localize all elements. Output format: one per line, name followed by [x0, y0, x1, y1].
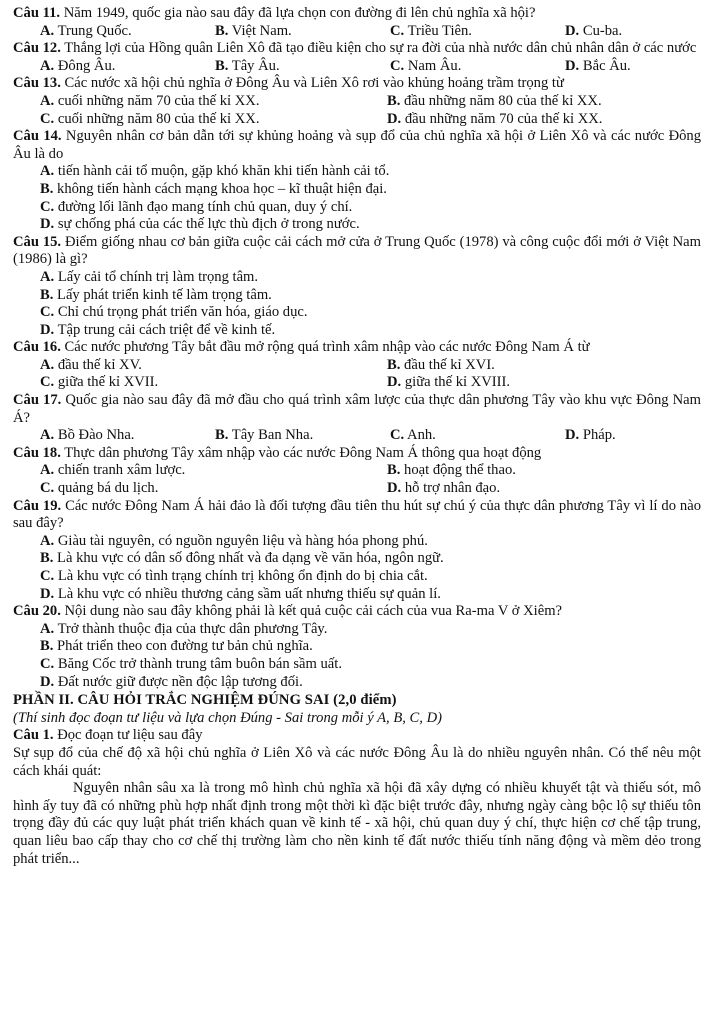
- source-intro: Sự sụp đổ của chế độ xã hội chủ nghĩa ở Liên Xô và các nước Đông Âu là do nhiều nguyên nhân. Có thể nêu một cách khái quát:: [13, 744, 701, 779]
- option-text: Băng Cốc trở thành trung tâm buôn bán sầm uất.: [54, 655, 342, 672]
- options: [13, 621, 701, 691]
- option-b[interactable]: [40, 550, 701, 568]
- option-d[interactable]: [565, 427, 701, 445]
- question-text: Nội dung nào sau đây không phải là kết quả cuộc cải cách của vua Ra-ma V ở Xiêm?: [60, 603, 563, 620]
- options: [13, 269, 701, 339]
- option-d[interactable]: [387, 480, 701, 498]
- section-heading: PHẦN II. CÂU HỎI TRẮC NGHIỆM ĐÚNG SAI (2,0 điểm): [13, 692, 397, 709]
- option-c[interactable]: [40, 374, 387, 392]
- option-b[interactable]: [215, 427, 390, 445]
- option-b[interactable]: [387, 462, 701, 480]
- option-label: A.: [40, 163, 55, 180]
- option-text: giữa thế kỉ XVIII.: [401, 374, 511, 391]
- option-text: chiến tranh xâm lược.: [54, 462, 186, 479]
- option-text: giữa thế kỉ XVII.: [54, 374, 159, 391]
- option-label: D.: [387, 480, 402, 497]
- question-number: Câu 17.: [13, 392, 62, 409]
- option-text: Anh.: [404, 427, 436, 444]
- option-label: D.: [565, 57, 580, 74]
- option-b[interactable]: [215, 23, 390, 41]
- option-b[interactable]: [387, 93, 701, 111]
- option-label: B.: [215, 22, 229, 39]
- option-label: D.: [565, 427, 580, 444]
- option-label: D.: [387, 374, 402, 391]
- option-label: A.: [40, 57, 55, 74]
- option-text: cuối những năm 70 của thế kỉ XX.: [54, 92, 260, 109]
- option-a[interactable]: [40, 357, 387, 375]
- option-text: đầu những năm 80 của thế kỉ XX.: [400, 92, 602, 109]
- question-stem: [13, 498, 701, 533]
- question-number: Câu 18.: [13, 444, 61, 461]
- option-text: Lấy cải tổ chính trị làm trọng tâm.: [54, 268, 259, 285]
- question-text: Nguyên nhân cơ bản dẫn tới sự khủng hoảng và sụp đổ của chủ nghĩa xã hội ở Liên Xô và các nước Đông Âu là do: [13, 128, 701, 162]
- question-number: Câu 12.: [13, 40, 61, 57]
- option-label: A.: [40, 620, 55, 637]
- option-label: A.: [40, 462, 55, 479]
- option-label: B.: [40, 638, 54, 655]
- option-c[interactable]: [40, 199, 701, 217]
- question-stem: [13, 75, 701, 93]
- option-a[interactable]: [40, 621, 701, 639]
- option-text: quảng bá du lịch.: [54, 480, 159, 497]
- option-label: D.: [40, 673, 55, 690]
- options: [13, 93, 701, 128]
- option-label: B.: [40, 550, 54, 567]
- option-d[interactable]: [387, 111, 701, 129]
- option-label: C.: [390, 22, 405, 39]
- question-text: Các nước Đông Nam Á hải đảo là đối tượng đầu tiên thu hút sự chú ý của thực dân phương Tây vì lí do nào sau đây?: [13, 497, 702, 532]
- option-label: D.: [387, 110, 402, 127]
- option-text: Cu-ba.: [579, 22, 623, 39]
- option-text: Giàu tài nguyên, có nguồn nguyên liệu và hàng hóa phong phú.: [54, 532, 428, 549]
- option-label: D.: [40, 585, 55, 602]
- option-text: Bồ Đào Nha.: [54, 427, 135, 444]
- option-text: đầu thế kỉ XV.: [54, 356, 142, 373]
- options: [13, 533, 701, 603]
- option-label: A.: [40, 268, 55, 285]
- option-label: C.: [40, 480, 55, 497]
- option-text: Là khu vực có tình trạng chính trị không ổn định do bị chia cắt.: [54, 568, 428, 584]
- option-a[interactable]: [40, 23, 215, 41]
- option-a[interactable]: [40, 269, 701, 287]
- option-label: C.: [40, 374, 55, 391]
- option-text: không tiến hành cách mạng khoa học – kĩ thuật hiện đại.: [53, 180, 387, 197]
- option-a[interactable]: [40, 163, 701, 181]
- option-c[interactable]: [40, 656, 701, 674]
- question-stem: [13, 128, 701, 163]
- question-number: Câu 16.: [13, 339, 61, 356]
- option-label: B.: [387, 92, 401, 109]
- option-text: Pháp.: [579, 427, 616, 444]
- question-text: Năm 1949, quốc gia nào sau đây đã lựa chọn con đường đi lên chủ nghĩa xã hội?: [60, 5, 536, 21]
- question-text: Các nước xã hội chủ nghĩa ở Đông Âu và Liên Xô rơi vào khủng hoảng trầm trọng từ: [60, 75, 564, 92]
- question-stem: [13, 234, 701, 269]
- option-text: đầu những năm 70 của thế kỉ XX.: [401, 110, 603, 127]
- option-c[interactable]: [390, 58, 565, 76]
- option-label: A.: [40, 22, 55, 39]
- option-d[interactable]: [40, 216, 701, 234]
- option-label: A.: [40, 356, 55, 373]
- option-label: B.: [215, 57, 229, 74]
- question-number: Câu 11.: [13, 5, 61, 21]
- option-label: B.: [40, 180, 54, 197]
- options: [13, 357, 701, 392]
- option-c[interactable]: [40, 111, 387, 129]
- option-text: Lấy phát triển kinh tế làm trọng tâm.: [53, 286, 272, 303]
- option-text: Việt Nam.: [228, 22, 292, 39]
- option-d[interactable]: [387, 374, 701, 392]
- option-c[interactable]: [40, 568, 701, 586]
- option-text: Trở thành thuộc địa của thực dân phương Tây.: [54, 620, 328, 637]
- option-a[interactable]: [40, 533, 701, 551]
- option-label: A.: [40, 427, 55, 444]
- question-text: Đọc đoạn tư liệu sau đây: [53, 727, 203, 744]
- question-number: Câu 20.: [13, 603, 61, 620]
- option-text: cuối những năm 80 của thế kỉ XX.: [54, 110, 260, 127]
- option-text: Phát triển theo con đường tư bản chủ nghĩa.: [53, 638, 313, 655]
- option-d[interactable]: [40, 322, 701, 340]
- option-text: tiến hành cải tổ muộn, gặp khó khăn khi tiến hành cải tổ.: [54, 163, 390, 180]
- option-d[interactable]: [40, 674, 701, 692]
- section-instruction: (Thí sinh đọc đoạn tư liệu và lựa chọn Đúng - Sai trong mỗi ý A, B, C, D): [13, 709, 442, 726]
- question-stem: [13, 603, 701, 621]
- option-c[interactable]: [390, 23, 565, 41]
- option-text: đầu thế kỉ XVI.: [400, 356, 495, 373]
- option-text: Chỉ chú trọng phát triển văn hóa, giáo dục.: [54, 304, 308, 321]
- option-text: hỗ trợ nhân đạo.: [401, 480, 501, 497]
- options: [13, 58, 701, 76]
- option-text: hoạt động thể thao.: [400, 462, 516, 479]
- option-text: Tây Âu.: [228, 57, 280, 74]
- option-label: B.: [215, 427, 229, 444]
- option-text: Triều Tiên.: [404, 22, 472, 39]
- option-text: Tập trung cải cách triệt để về kinh tế.: [54, 321, 276, 338]
- option-a[interactable]: [40, 93, 387, 111]
- option-label: B.: [387, 462, 401, 479]
- option-label: C.: [40, 568, 55, 584]
- option-b[interactable]: [40, 638, 701, 656]
- option-label: D.: [40, 321, 55, 338]
- option-label: D.: [565, 22, 580, 39]
- option-text: Trung Quốc.: [54, 22, 132, 39]
- question-stem: [13, 339, 701, 357]
- option-c[interactable]: [390, 427, 565, 445]
- question-18: [13, 445, 701, 498]
- option-label: A.: [40, 92, 55, 109]
- option-text: sự chống phá của các thế lực thù địch ở trong nước.: [54, 216, 360, 233]
- question-19: [13, 498, 701, 604]
- question-text: Thực dân phương Tây xâm nhập vào các nước Đông Nam Á thông qua hoạt động: [60, 444, 542, 461]
- option-b[interactable]: [387, 357, 701, 375]
- option-label: C.: [40, 304, 55, 321]
- option-label: C.: [390, 57, 405, 74]
- question-text: Quốc gia nào sau đây đã mở đầu cho quá trình xâm lược của thực dân phương Tây vào khu vực Đông Nam Á?: [13, 392, 702, 426]
- source-passage: Nguyên nhân sâu xa là trong mô hình chủ nghĩa xã hội đã xây dựng có nhiều khuyết tật và thiếu sót, mô hình ấy tuy đã có những phù hợp nhất định trong một thời kì đặc biệt trước đây, nhưng ngày càng bộc lộ sự thiếu tôn trọng đầy đủ các quy luật phát triển khách quan về kinh tế - xã hội, chủ quan duy ý chí, thực hiện cơ chế tập trung, quan liêu bao cấp thay cho cơ chế thị trường làm cho nền kinh tế đất nước thiếu tính năng động và mềm dẻo trong phát triển...: [13, 780, 701, 867]
- part2-question-1: [13, 727, 701, 745]
- option-label: A.: [40, 532, 55, 549]
- question-stem: [13, 445, 701, 463]
- option-text: Tây Ban Nha.: [228, 427, 314, 444]
- question-stem: [13, 392, 701, 427]
- question-14: [13, 128, 701, 234]
- question-number: Câu 15.: [13, 233, 62, 250]
- options: [13, 23, 701, 41]
- option-text: đường lối lãnh đạo mang tính chủ quan, duy ý chí.: [54, 198, 353, 215]
- option-b[interactable]: [40, 181, 701, 199]
- question-stem: [13, 40, 701, 58]
- option-text: Đất nước giữ được nền độc lập tương đối.: [54, 673, 303, 690]
- option-label: B.: [387, 356, 401, 373]
- question-20: [13, 603, 701, 691]
- option-b[interactable]: [215, 58, 390, 76]
- option-a[interactable]: [40, 58, 215, 76]
- option-d[interactable]: [40, 586, 701, 604]
- option-text: Nam Âu.: [404, 57, 462, 74]
- question-17: [13, 392, 701, 445]
- question-text: Thắng lợi của Hồng quân Liên Xô đã tạo điều kiện cho sự ra đời của nhà nước dân chủ nhân dân ở các nước: [60, 40, 697, 57]
- options: [13, 462, 701, 497]
- options: [13, 163, 701, 233]
- question-number: Câu 1.: [13, 727, 54, 744]
- question-text: Các nước phương Tây bắt đầu mở rộng quá trình xâm nhập vào các nước Đông Nam Á từ: [60, 339, 590, 356]
- question-11: [13, 5, 701, 40]
- option-d[interactable]: [565, 23, 701, 41]
- option-label: B.: [40, 286, 54, 303]
- option-label: C.: [390, 427, 405, 444]
- option-c[interactable]: [40, 480, 387, 498]
- option-label: D.: [40, 216, 55, 233]
- question-number: Câu 14.: [13, 128, 62, 145]
- option-label: C.: [40, 110, 55, 127]
- option-label: C.: [40, 655, 55, 672]
- option-text: Là khu vực có dân số đông nhất và đa dạng về văn hóa, ngôn ngữ.: [53, 550, 444, 567]
- question-stem: [13, 5, 701, 23]
- question-number: Câu 13.: [13, 75, 61, 92]
- option-c[interactable]: [40, 304, 701, 322]
- option-a[interactable]: [40, 462, 387, 480]
- question-number: Câu 19.: [13, 497, 62, 514]
- question-text: Điểm giống nhau cơ bản giữa cuộc cải cách mở cửa ở Trung Quốc (1978) và công cuộc đổi mới ở Việt Nam (1986) là gì?: [13, 233, 702, 268]
- option-label: C.: [40, 198, 55, 215]
- question-15: [13, 234, 701, 340]
- question-16: [13, 339, 701, 392]
- question-12: [13, 40, 701, 75]
- question-13: [13, 75, 701, 128]
- option-b[interactable]: [40, 287, 701, 305]
- option-a[interactable]: [40, 427, 215, 445]
- option-text: Là khu vực có nhiều thương cảng sầm uất nhưng thiếu sự quản lí.: [54, 585, 441, 602]
- option-text: Bắc Âu.: [579, 57, 631, 74]
- option-d[interactable]: [565, 58, 701, 76]
- option-text: Đông Âu.: [54, 57, 116, 74]
- options: [13, 427, 701, 445]
